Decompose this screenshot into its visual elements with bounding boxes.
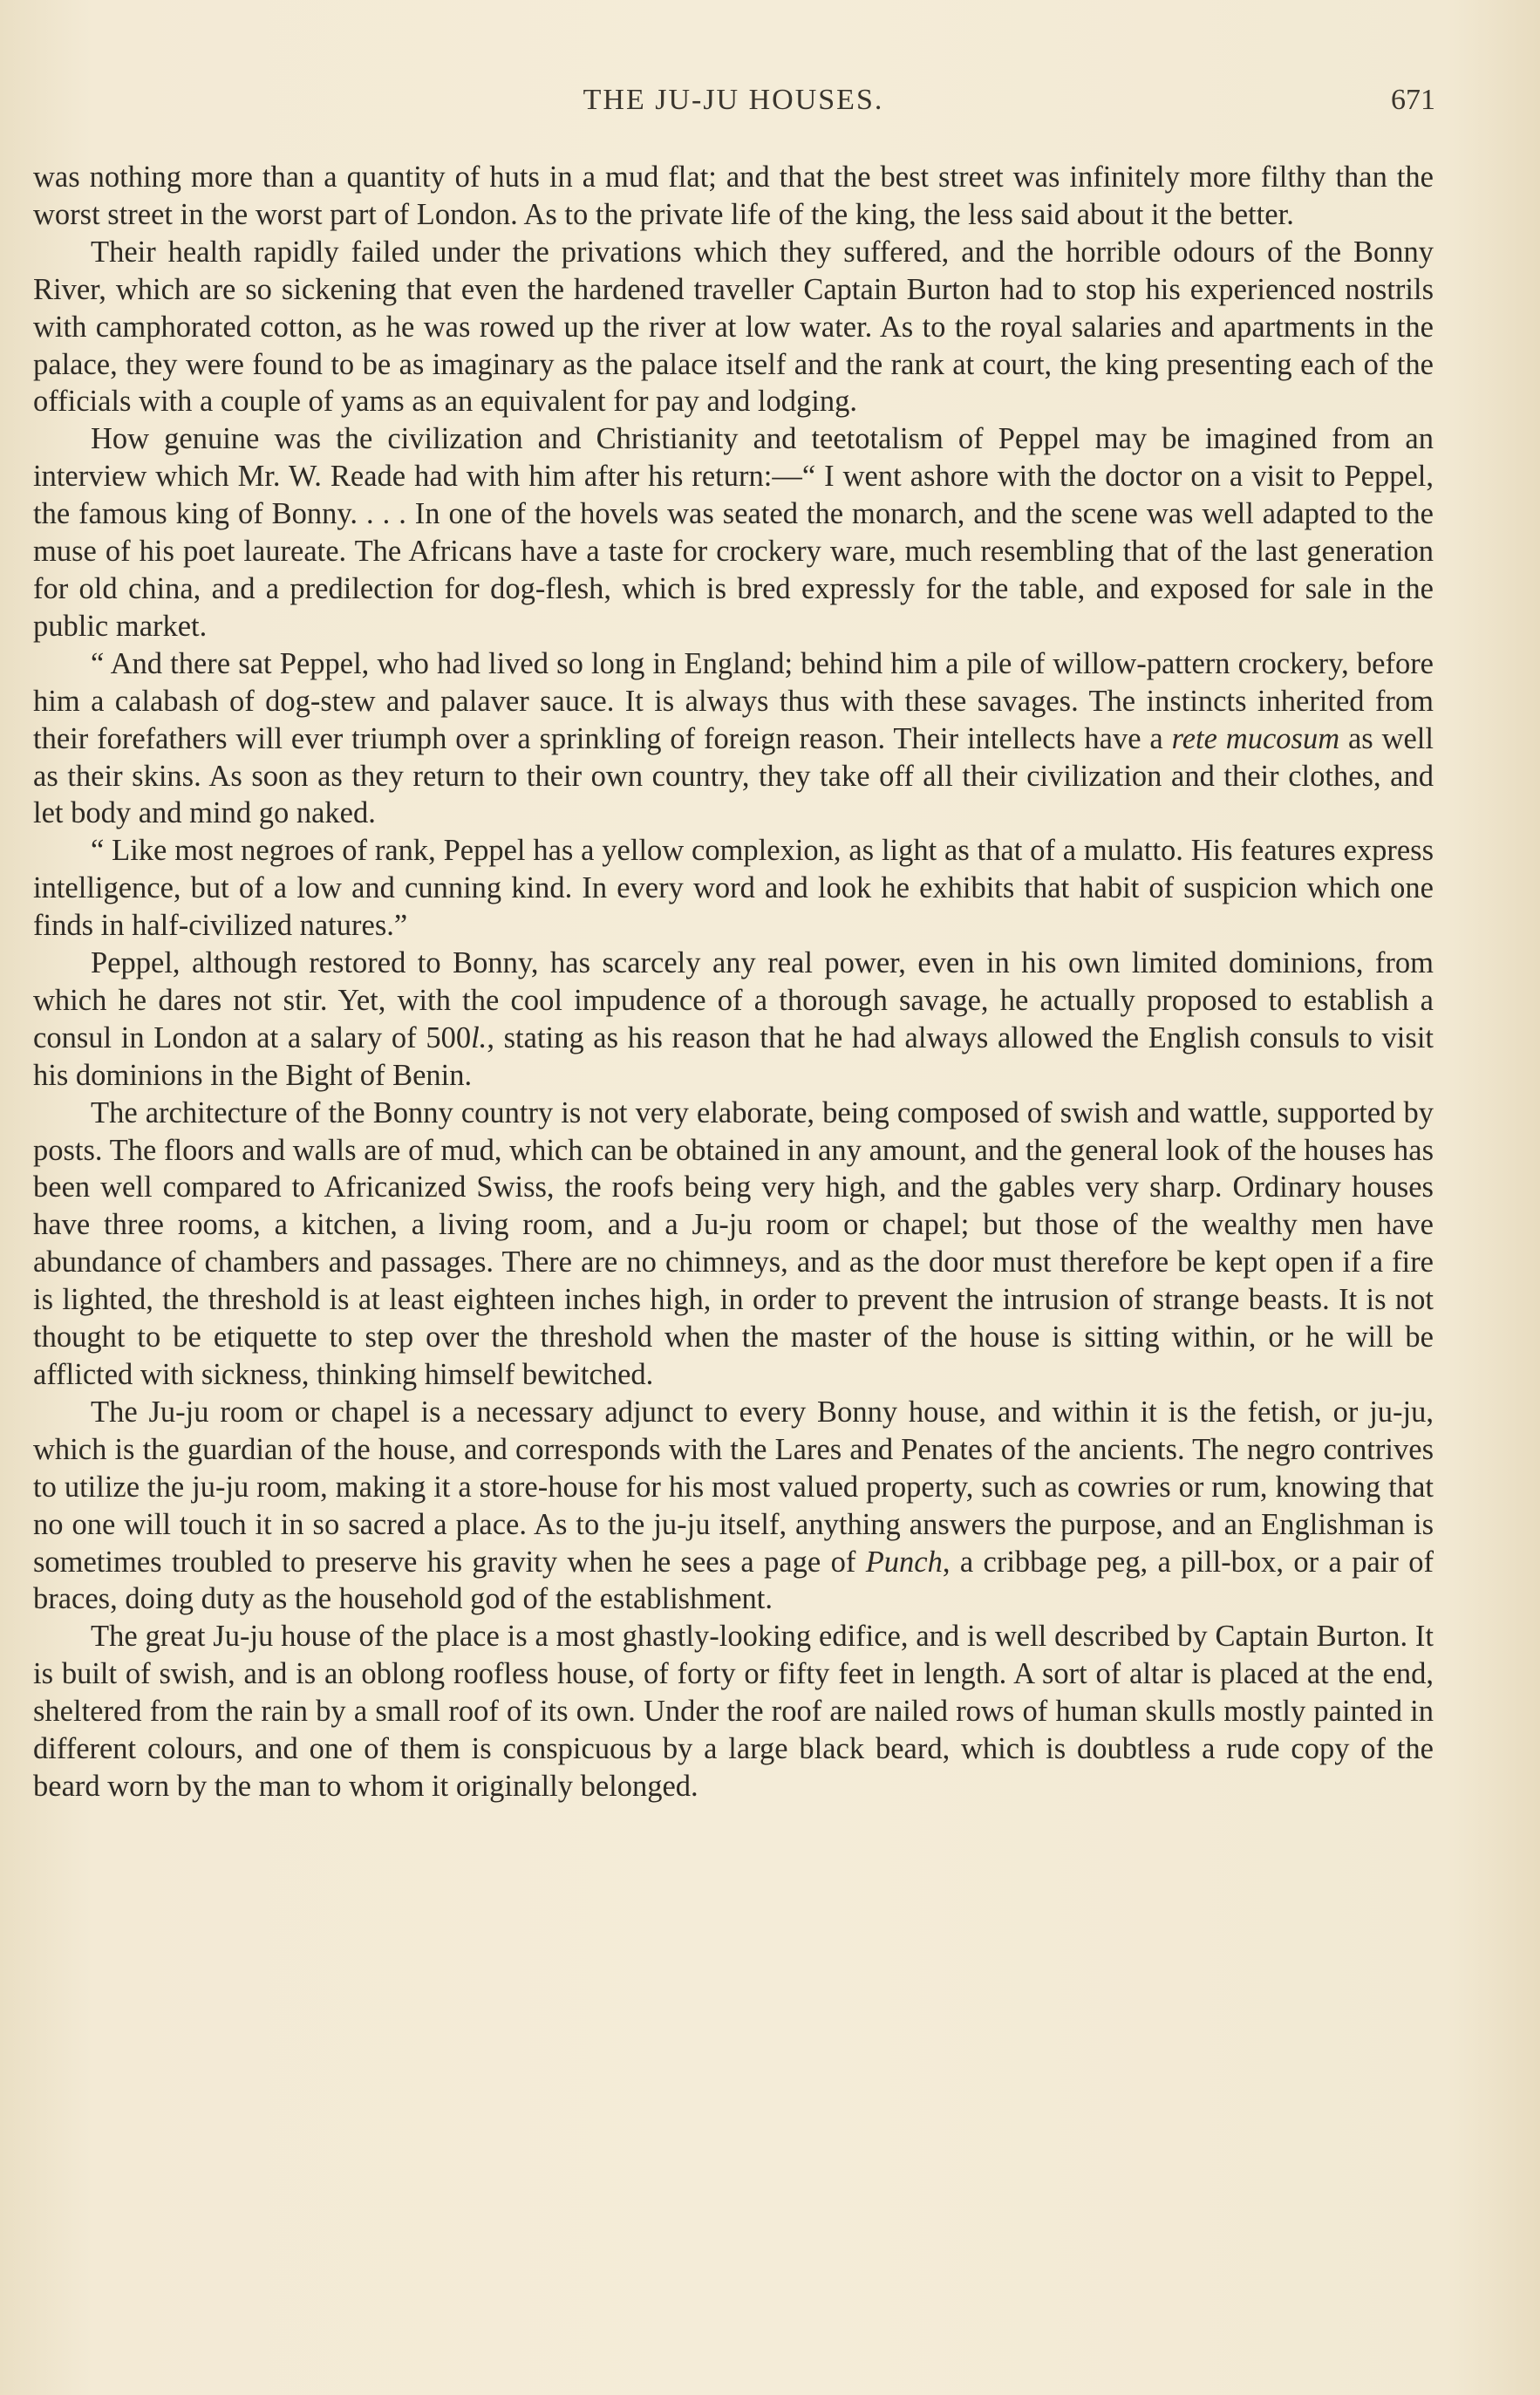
text-segment: , a cribbage peg, a pill-box, or a pair of braces, doing duty as the household god of the establishment. — [33, 1545, 1434, 1616]
paragraph — [33, 1618, 1434, 1805]
page-number: 671 — [1391, 84, 1435, 116]
paragraph — [33, 159, 1434, 234]
text-segment: The great Ju-ju house of the place is a most ghastly-looking edifice, and is well described by Captain Burton. It is built of swish, and is an oblong roofless house, of forty or fifty feet in length. A sort of altar is placed at the end, sheltered from the rain by a small roof of its own. Under the roof are nailed rows of human skulls mostly painted in different colours, and one of them is conspicuous by a large black beard, which is doubtless a rude copy of the beard worn by the man to whom it originally belonged. — [33, 1620, 1434, 1803]
text-segment: “ And there sat Peppel, who had lived so long in England; behind him a pile of willow-pattern crockery, before him a calabash of dog-stew and palaver sauce. It is always thus with these savages. The instincts inherited from their forefathers will ever triumph over a sprinkling of foreign reason. Their intellects have a — [33, 646, 1434, 755]
paragraph — [33, 832, 1434, 945]
italic-currency: l. — [471, 1020, 487, 1054]
text-segment: , stating as his reason that he had always allowed the English consuls to visit his dominions in the Bight of Benin. — [33, 1020, 1434, 1092]
text-segment: was nothing more than a quantity of huts in a mud flat; and that the best street was infinitely more filthy than the worst street in the worst part of London. As to the private life of the king, the less said about it the better. — [33, 160, 1434, 231]
text-segment: as well as their skins. As soon as they return to their own country, they take off all their civilization and their clothes, and let body and mind go naked. — [33, 721, 1434, 830]
body-text — [33, 159, 1434, 1805]
paragraph — [33, 234, 1434, 421]
text-segment: The Ju-ju room or chapel is a necessary adjunct to every Bonny house, and within it is the fetish, or ju-ju, which is the guardian of the house, and corresponds with the Lares and Penates of the ancients. The negro contrives to utilize the ju-ju room, making it a store-house for his most valued property, such as cowries or rum, knowing that no one will touch it in so sacred a place. As to the ju-ju itself, anything answers the purpose, and an Englishman is sometimes troubled to preserve his gravity when he sees a page of — [33, 1395, 1434, 1579]
text-segment: “ Like most negroes of rank, Peppel has a yellow complexion, as light as that of a mulatto. His features express intelligence, but of a low and cunning kind. In every word and look he exhibits that habit of suspicion which one finds in half-civilized natures.” — [33, 834, 1434, 943]
running-head: THE JU-JU HOUSES. — [583, 84, 884, 116]
page-header — [31, 84, 1435, 127]
paragraph — [33, 645, 1434, 833]
text-segment: The architecture of the Bonny country is not very elaborate, being composed of swish and wattle, supported by posts. The floors and walls are of mud, which can be obtained in any amount, and the general look of the houses has been well compared to Africanized Swiss, the roofs being very high, and the gables very sharp. Ordinary houses have three rooms, a kitchen, a living room, and a Ju-ju room or chapel; but those of the wealthy men have abundance of chambers and passages. There are no chimneys, and as the door must therefore be kept open if a fire is lighted, the threshold is at least eighteen inches high, in order to prevent the intrusion of strange beasts. It is not thought to be etiquette to step over the threshold when the master of the house is sitting within, or he will be afflicted with sickness, thinking himself bewitched. — [33, 1095, 1434, 1391]
paragraph — [33, 420, 1434, 645]
text-segment: How genuine was the civilization and Christianity and teetotalism of Peppel may be imagined from an interview which Mr. W. Reade had with him after his return:—“ I went ashore with the doctor on a visit to Peppel, the famous king of Bonny. . . . In one of the hovels was seated the monarch, and the scene was well adapted to the muse of his poet laureate. The Africans have a taste for crockery ware, much resembling that of the last generation for old china, and a predilection for dog-flesh, which is bred expressly for the table, and exposed for sale in the public market. — [33, 422, 1434, 643]
italic-term: rete mucosum — [1171, 721, 1340, 755]
text-segment: Their health rapidly failed under the privations which they suffered, and the horrible odours of the Bonny River, which are so sickening that even the hardened traveller Captain Burton had to stop his experienced nostrils with camphorated cotton, as he was rowed up the river at low water. As to the royal salaries and apartments in the palace, they were found to be as imaginary as the palace itself and the rank at court, the king presenting each of the officials with a couple of yams as an equivalent for pay and lodging. — [33, 235, 1434, 419]
paragraph — [33, 945, 1434, 1095]
paragraph — [33, 1095, 1434, 1394]
text-segment: Peppel, although restored to Bonny, has scarcely any real power, even in his own limited dominions, from which he dares not stir. Yet, with the cool impudence of a thorough savage, he actually proposed to establish a consul in London at a salary of 500 — [33, 946, 1434, 1054]
italic-title: Punch — [865, 1545, 943, 1579]
paragraph — [33, 1394, 1434, 1618]
